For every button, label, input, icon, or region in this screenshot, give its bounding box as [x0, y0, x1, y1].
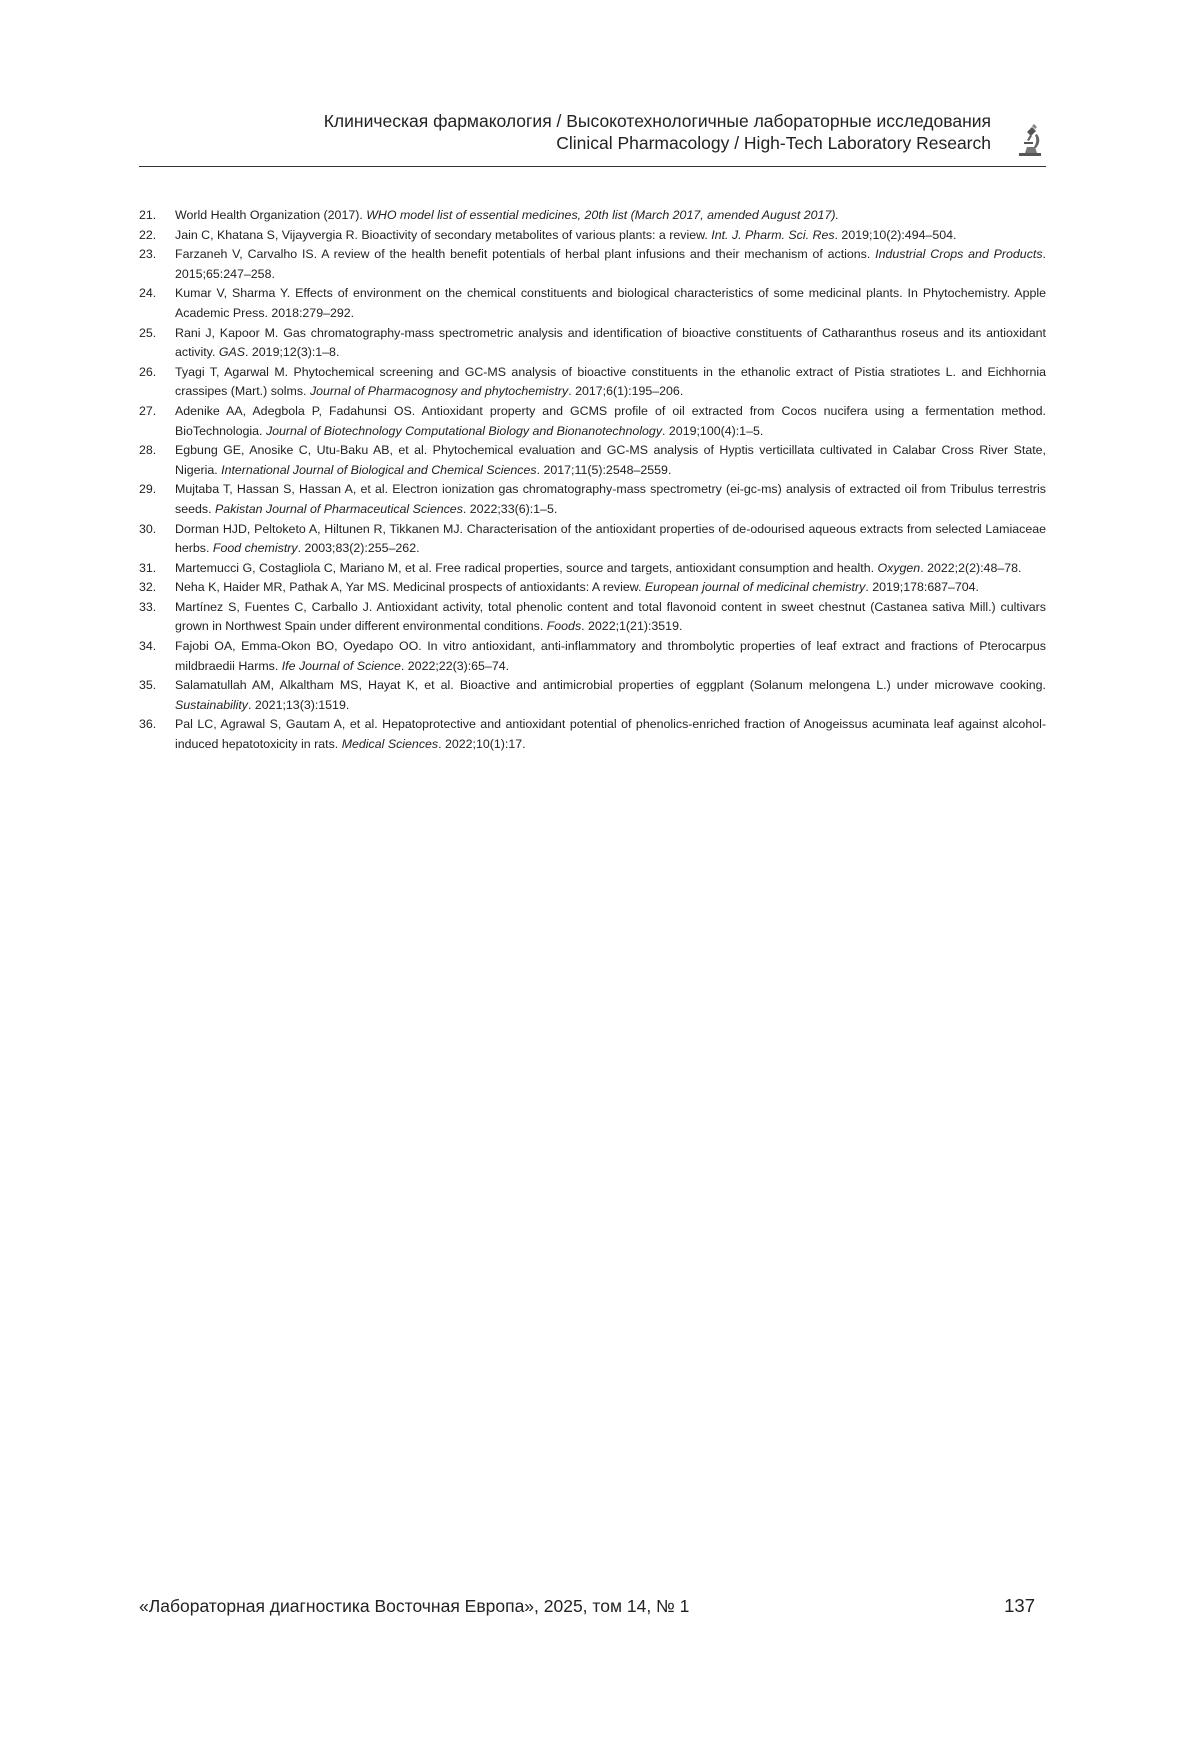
reference-text-segment: . 2017;6(1):195–206. — [568, 384, 684, 399]
reference-text-segment: Fajobi OA, Emma-Okon BO, Oyedapo OO. In vitro antioxidant, anti-inflammatory and thrombolytic properties of leaf extract and fractions of Pterocarpus mildbraedii Harms. — [175, 639, 1046, 673]
reference-number: 31. — [139, 560, 157, 575]
reference-number: 24. — [139, 286, 157, 301]
reference-number: 25. — [139, 325, 157, 340]
reference-text — [175, 363, 1046, 402]
reference-text-segment: . 2003;83(2):255–262. — [297, 541, 420, 556]
reference-item — [139, 363, 1046, 402]
reference-source-title: European journal of medicinal chemistry — [644, 580, 866, 595]
reference-item — [139, 578, 1046, 598]
reference-source-title: GAS — [218, 345, 246, 360]
reference-source-title: Journal of Biotechnology Computational Biology and Bionanotechnology — [265, 423, 663, 438]
reference-source-title: Pakistan Journal of Pharmaceutical Sciences — [214, 501, 463, 516]
reference-text — [175, 245, 1046, 284]
reference-text-segment: Neha K, Haider MR, Pathak A, Yar MS. Medicinal prospects of antioxidants: A review. — [175, 580, 645, 595]
reference-number: 34. — [139, 639, 157, 654]
reference-source-title: Oxygen — [877, 560, 921, 575]
reference-text-segment: . 2019;100(4):1–5. — [662, 423, 764, 438]
reference-text-segment: . 2022;33(6):1–5. — [462, 501, 558, 516]
reference-text-segment: Farzaneh V, Carvalho IS. A review of the health benefit potentials of herbal plant infusions and their mechanism of actions. — [175, 247, 876, 262]
reference-text-segment: . 2021;13(3):1519. — [248, 697, 350, 712]
reference-item — [139, 676, 1046, 715]
reference-text-segment: . 2019;10(2):494–504. — [834, 227, 957, 242]
header-titles — [324, 110, 991, 154]
reference-item — [139, 441, 1046, 480]
reference-item — [139, 520, 1046, 559]
reference-source-title: Sustainability — [175, 697, 249, 712]
reference-source-title: Medical Sciences — [341, 737, 439, 752]
reference-text — [175, 676, 1046, 715]
reference-item — [139, 402, 1046, 441]
reference-text — [175, 441, 1046, 480]
reference-text — [175, 206, 1046, 226]
reference-number: 23. — [139, 247, 157, 262]
page-number: 137 — [1004, 1595, 1035, 1616]
reference-text-segment: Mujtaba T, Hassan S, Hassan A, et al. Electron ionization gas chromatography-mass spectrometry (ei-gc-ms) analysis of extracted oil from Tribulus terrestris seeds. — [175, 482, 1046, 516]
reference-item — [139, 637, 1046, 676]
reference-source-title: Food chemistry — [212, 541, 298, 556]
reference-text-segment: Martínez S, Fuentes C, Carballo J. Antioxidant activity, total phenolic content and total flavonoid content in sweet chestnut (Castanea sativa Mill.) cultivars grown in Northwest Spain under different environmental conditions. — [175, 599, 1046, 634]
reference-source-title: WHO model list of essential medicines, 20th list (March 2017, amended August 2017). — [366, 208, 839, 222]
reference-text-segment: . 2019;12(3):1–8. — [245, 345, 340, 360]
reference-list — [139, 206, 1046, 755]
reference-text — [175, 226, 1046, 246]
reference-item — [139, 715, 1046, 754]
reference-text-segment: . 2019;178:687–704. — [865, 580, 980, 595]
reference-number: 36. — [139, 717, 157, 732]
reference-source-title: Ife Journal of Science — [281, 658, 401, 673]
reference-source-title: Foods — [546, 619, 582, 634]
reference-number: 32. — [139, 580, 157, 595]
reference-text — [175, 598, 1046, 637]
reference-text-segment: Egbung GE, Anosike C, Utu-Baku AB, et al. Phytochemical evaluation and GC-MS analysis of Hyptis verticillata cultivated in Calabar Cross River State, Nigeria. — [175, 443, 1046, 477]
reference-item — [139, 226, 1046, 246]
reference-source-title: Industrial Crops and Products — [875, 247, 1043, 262]
reference-item — [139, 480, 1046, 519]
reference-text-segment: World Health Organization (2017). — [175, 208, 367, 222]
reference-text-segment: . 2017;11(5):2548–2559. — [536, 462, 672, 477]
reference-source-title: Int. J. Pharm. Sci. Res — [711, 227, 835, 242]
footer-journal-citation: «Лабораторная диагностика Восточная Европа», 2025, том 14, № 1 — [139, 1596, 690, 1616]
reference-text-segment: . 2022;2(2):48–78. — [920, 560, 1022, 575]
reference-text-segment: Kumar V, Sharma Y. Effects of environment on the chemical constituents and biological characteristics of some medicinal plants. In Phytochemistry. Apple Academic Press. 2018:279–292. — [175, 286, 1046, 320]
reference-text-segment: . 2022;10(1):17. — [438, 737, 526, 752]
reference-text — [175, 284, 1046, 323]
reference-text-segment: Adenike AA, Adegbola P, Fadahunsi OS. Antioxidant property and GCMS profile of oil extracted from Cocos nucifera using a fermentation method. BioTechnologia. — [175, 403, 1046, 438]
page-footer — [139, 1594, 1035, 1618]
reference-text-segment: Martemucci G, Costagliola C, Mariano M, et al. Free radical properties, source and targets, antioxidant consumption and health. — [175, 560, 878, 575]
reference-text-segment: Jain C, Khatana S, Vijayvergia R. Bioactivity of secondary metabolites of various plants: a review. — [175, 227, 712, 242]
reference-text-segment: . 2022;22(3):65–74. — [400, 658, 510, 673]
reference-number: 35. — [139, 678, 157, 693]
reference-text-segment: Tyagi T, Agarwal M. Phytochemical screening and GC-MS analysis of bioactive constituents in the ethanolic extract of Pistia stratiotes L. and Eichhornia crassipes (Mart.) solms. — [175, 364, 1046, 399]
reference-item — [139, 206, 1046, 226]
reference-number: 30. — [139, 521, 157, 536]
reference-source-title: Journal of Pharmacognosy and phytochemistry — [309, 384, 569, 399]
reference-text — [175, 578, 1046, 598]
reference-number: 33. — [139, 599, 157, 614]
reference-number: 28. — [139, 443, 157, 458]
reference-text-segment: Dorman HJD, Peltoketo A, Hiltunen R, Tikkanen MJ. Characterisation of the antioxidant properties of de-odourised aqueous extracts from selected Lamiaceae herbs. — [175, 521, 1046, 556]
reference-number: 26. — [139, 364, 157, 379]
header-title-ru: Клиническая фармакология / Высокотехнологичные лабораторные исследования — [323, 111, 991, 131]
reference-item — [139, 324, 1046, 363]
reference-number: 22. — [139, 227, 157, 242]
reference-text-segment: . 2022;1(21):3519. — [581, 619, 683, 634]
reference-text-segment: Salamatullah AM, Alkaltham MS, Hayat K, et al. Bioactive and antimicrobial properties of eggplant (Solanum melongena L.) under microwave cooking. — [175, 678, 1046, 693]
reference-text — [175, 520, 1046, 559]
reference-item — [139, 598, 1046, 637]
reference-source-title: International Journal of Biological and Chemical Sciences — [221, 462, 537, 477]
reference-item — [139, 245, 1046, 284]
reference-text-segment: Rani J, Kapoor M. Gas chromatography-mass spectrometric analysis and identification of bioactive constituents of Catharanthus roseus and its antioxidant activity. — [175, 325, 1046, 360]
reference-number: 27. — [139, 403, 157, 418]
microscope-icon — [1016, 124, 1044, 158]
reference-text — [175, 402, 1046, 441]
reference-number: 21. — [139, 208, 157, 222]
reference-item — [139, 284, 1046, 323]
reference-text — [175, 715, 1046, 754]
reference-text — [175, 324, 1046, 363]
reference-text — [175, 637, 1046, 676]
header-title-en: Clinical Pharmacology / High-Tech Laboratory Research — [556, 133, 991, 153]
reference-text-segment: Pal LC, Agrawal S, Gautam A, et al. Hepatoprotective and antioxidant potential of phenolics-enriched fraction of Anogeissus acuminata leaf against alcohol-induced hepatotoxicity in rats. — [175, 717, 1046, 752]
reference-text-segment: . 2015;65:247–258. — [175, 247, 1046, 281]
reference-text — [175, 480, 1046, 519]
reference-number: 29. — [139, 482, 157, 497]
reference-item — [139, 559, 1046, 579]
running-header — [139, 108, 1046, 167]
reference-text — [175, 559, 1046, 579]
